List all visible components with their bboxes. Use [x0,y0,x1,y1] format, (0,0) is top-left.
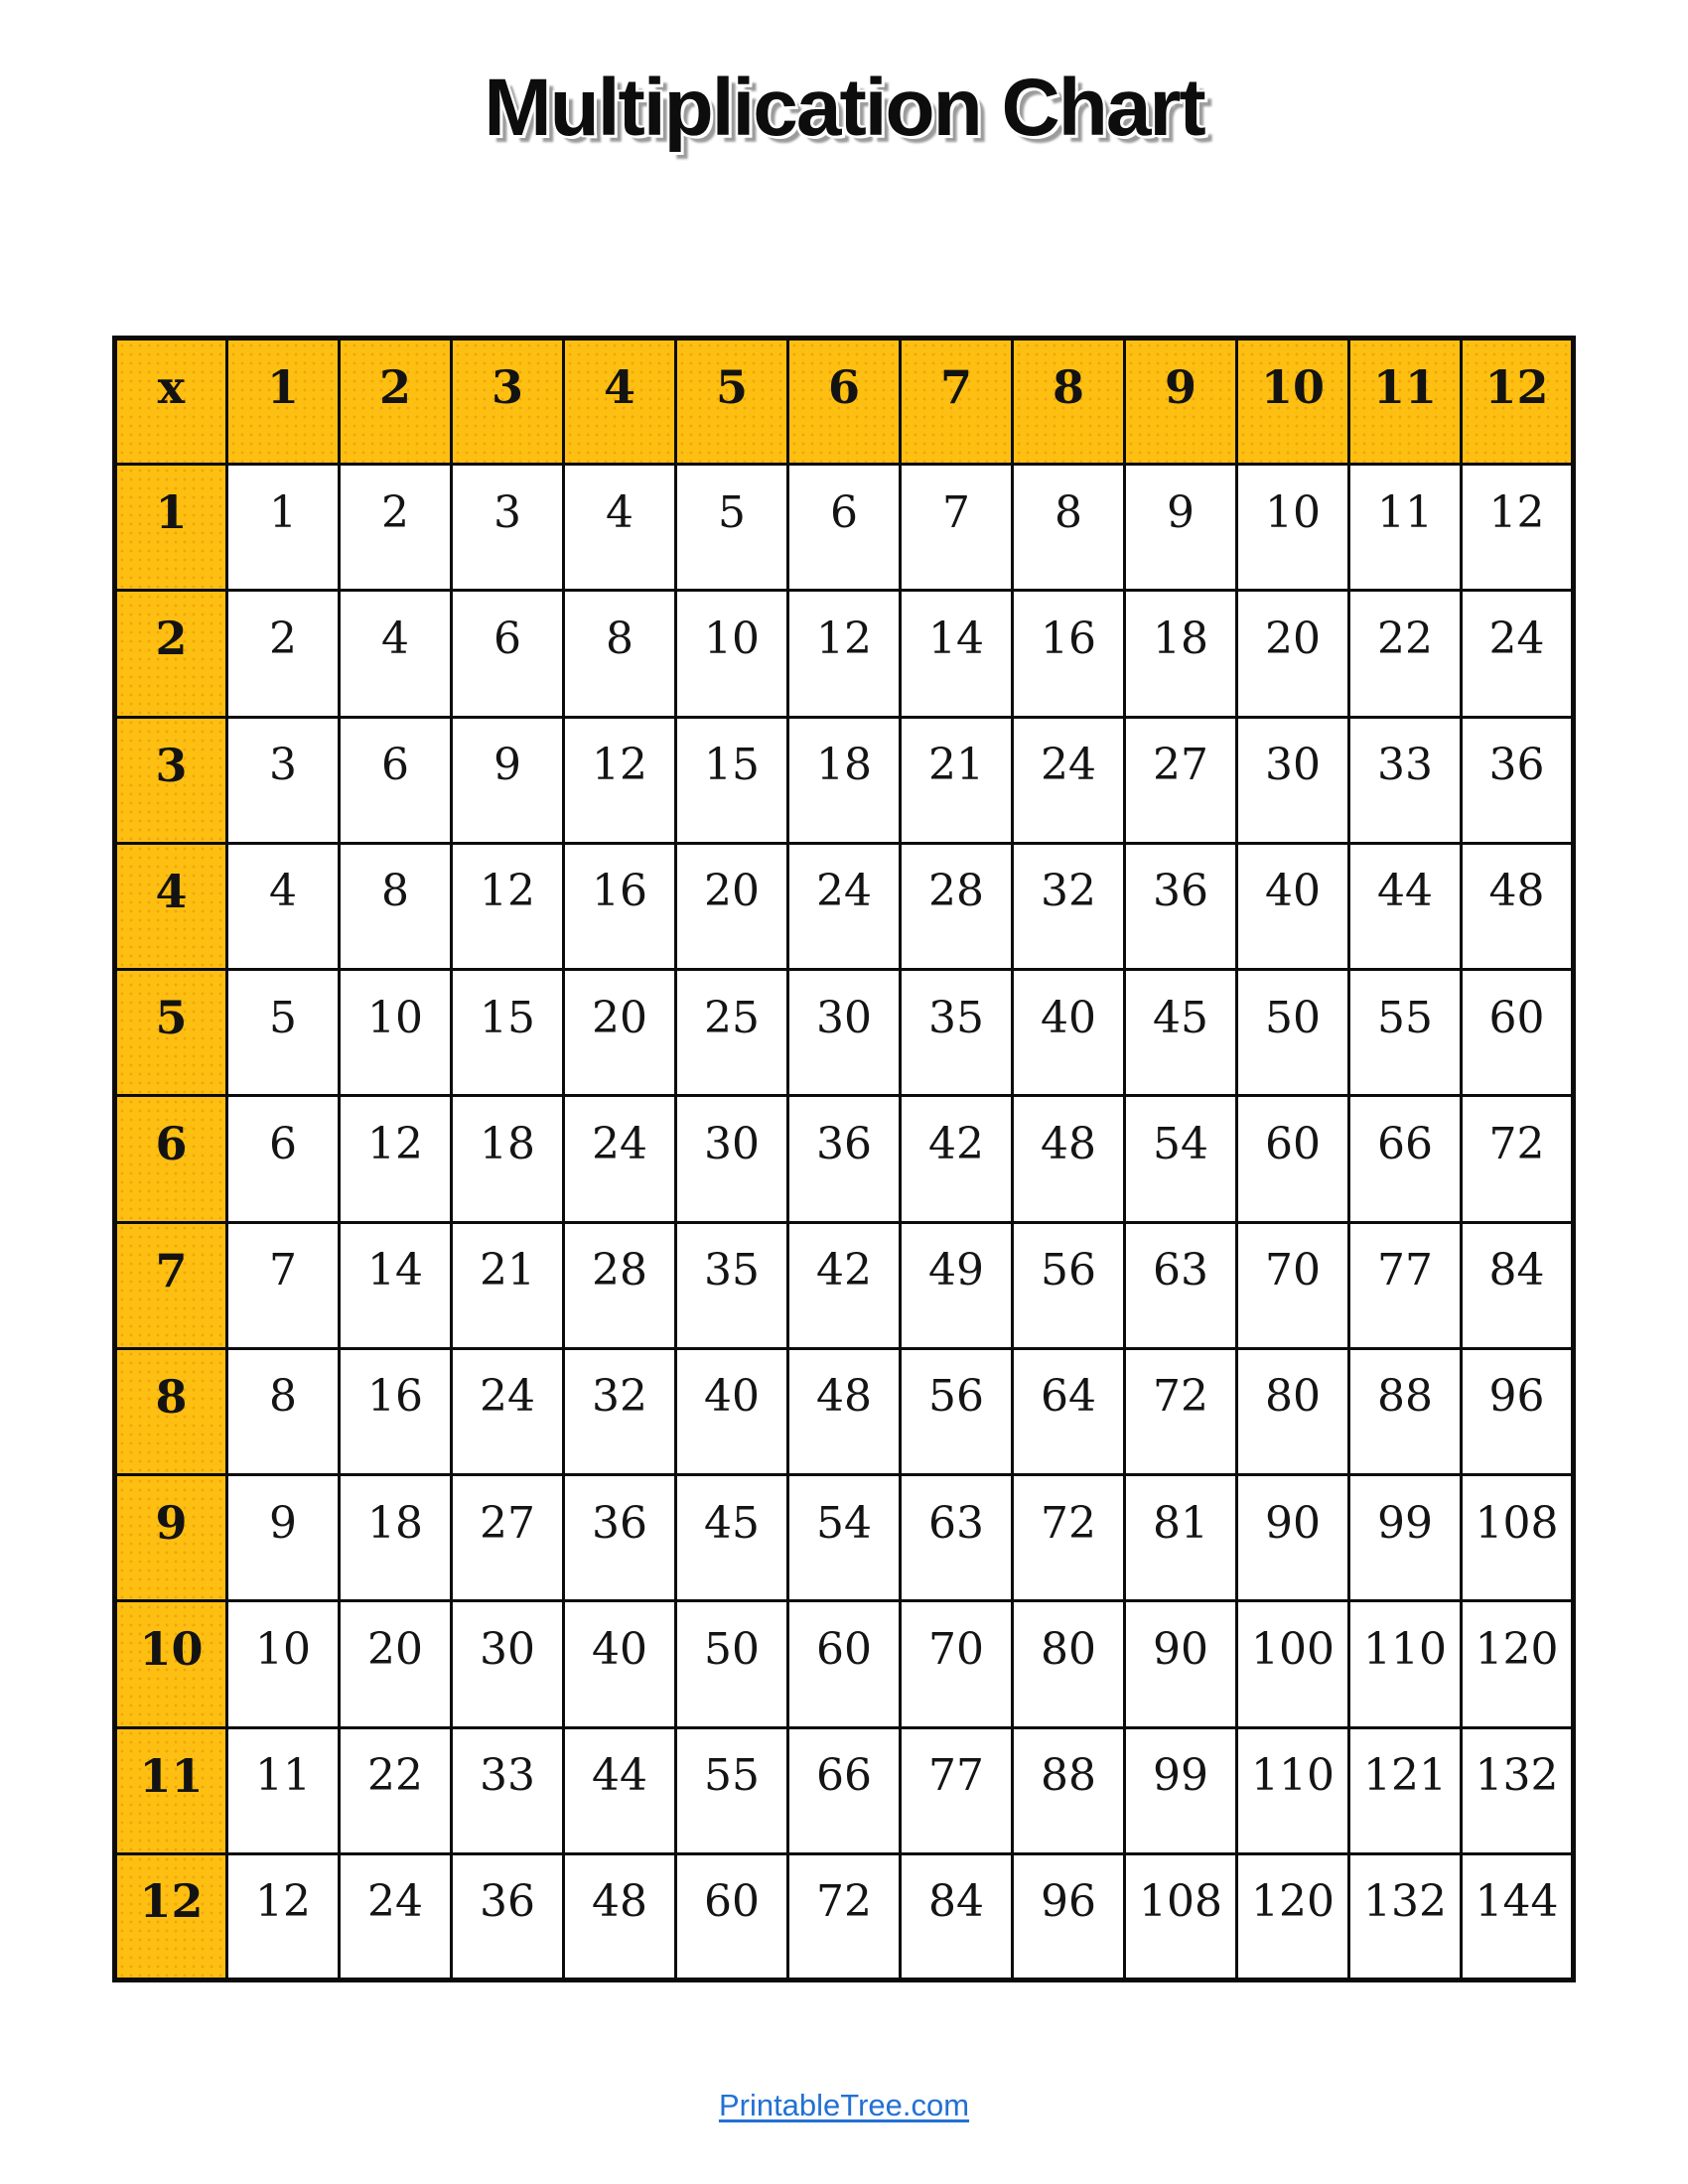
product-cell: 20 [676,843,788,969]
product-cell: 90 [1237,1475,1349,1601]
table-row [115,1853,1574,1979]
product-cell: 12 [227,1853,340,1979]
product-cell: 22 [1349,591,1462,717]
product-cell: 48 [788,1348,901,1474]
product-cell: 72 [1125,1348,1237,1474]
column-header-cell: 4 [564,339,676,465]
product-cell: 21 [452,1222,564,1348]
row-header-cell: 5 [115,970,227,1096]
product-cell: 20 [564,970,676,1096]
product-cell: 36 [564,1475,676,1601]
product-cell: 77 [1349,1222,1462,1348]
product-cell: 24 [788,843,901,969]
product-cell: 90 [1125,1601,1237,1727]
product-cell: 33 [1349,717,1462,843]
row-header-cell: 6 [115,1096,227,1222]
row-header-cell: 2 [115,591,227,717]
corner-cell: x [115,339,227,465]
product-cell: 20 [340,1601,452,1727]
product-cell: 12 [788,591,901,717]
product-cell: 27 [452,1475,564,1601]
product-cell: 36 [452,1853,564,1979]
product-cell: 48 [1462,843,1574,969]
product-cell: 18 [452,1096,564,1222]
product-cell: 10 [340,970,452,1096]
product-cell: 25 [676,970,788,1096]
product-cell: 80 [1013,1601,1125,1727]
product-cell: 56 [1013,1222,1125,1348]
product-cell: 132 [1349,1853,1462,1979]
product-cell: 54 [1125,1096,1237,1222]
product-cell: 14 [901,591,1013,717]
product-cell: 12 [452,843,564,969]
table-row [115,1096,1574,1222]
product-cell: 30 [676,1096,788,1222]
product-cell: 7 [901,465,1013,591]
table-row [115,591,1574,717]
table-row [115,1475,1574,1601]
row-header-cell: 8 [115,1348,227,1474]
product-cell: 60 [788,1601,901,1727]
product-cell: 24 [564,1096,676,1222]
product-cell: 40 [1013,970,1125,1096]
product-cell: 24 [1462,591,1574,717]
product-cell: 4 [227,843,340,969]
product-cell: 108 [1462,1475,1574,1601]
product-cell: 9 [227,1475,340,1601]
table-row [115,1727,1574,1853]
multiplication-table [112,336,1576,1982]
product-cell: 12 [340,1096,452,1222]
product-cell: 72 [788,1853,901,1979]
column-header-cell: 9 [1125,339,1237,465]
product-cell: 42 [901,1096,1013,1222]
product-cell: 30 [788,970,901,1096]
product-cell: 100 [1237,1601,1349,1727]
page-title: Multiplication Chart [484,63,1204,153]
product-cell: 15 [452,970,564,1096]
product-cell: 54 [788,1475,901,1601]
product-cell: 56 [901,1348,1013,1474]
product-cell: 10 [676,591,788,717]
product-cell: 21 [901,717,1013,843]
column-header-cell: 12 [1462,339,1574,465]
footer-link[interactable]: PrintableTree.com [718,2088,970,2122]
header-row [115,339,1574,465]
product-cell: 18 [1125,591,1237,717]
product-cell: 12 [1462,465,1574,591]
product-cell: 4 [340,591,452,717]
column-header-cell: 8 [1013,339,1125,465]
product-cell: 80 [1237,1348,1349,1474]
product-cell: 8 [564,591,676,717]
product-cell: 14 [340,1222,452,1348]
product-cell: 32 [564,1348,676,1474]
product-cell: 45 [1125,970,1237,1096]
table-body [115,465,1574,1980]
column-header-cell: 3 [452,339,564,465]
product-cell: 6 [340,717,452,843]
product-cell: 28 [901,843,1013,969]
product-cell: 60 [1462,970,1574,1096]
product-cell: 132 [1462,1727,1574,1853]
product-cell: 84 [901,1853,1013,1979]
table-row [115,465,1574,591]
column-header-cell: 6 [788,339,901,465]
product-cell: 50 [1237,970,1349,1096]
row-header-cell: 10 [115,1601,227,1727]
column-header-cell: 5 [676,339,788,465]
product-cell: 45 [676,1475,788,1601]
product-cell: 16 [564,843,676,969]
product-cell: 42 [788,1222,901,1348]
product-cell: 36 [1125,843,1237,969]
product-cell: 36 [788,1096,901,1222]
product-cell: 49 [901,1222,1013,1348]
product-cell: 60 [676,1853,788,1979]
product-cell: 44 [1349,843,1462,969]
product-cell: 110 [1237,1727,1349,1853]
table-row [115,843,1574,969]
product-cell: 9 [452,717,564,843]
table-row [115,717,1574,843]
row-header-cell: 4 [115,843,227,969]
product-cell: 4 [564,465,676,591]
product-cell: 5 [676,465,788,591]
product-cell: 6 [227,1096,340,1222]
product-cell: 40 [676,1348,788,1474]
column-header-cell: 2 [340,339,452,465]
product-cell: 27 [1125,717,1237,843]
product-cell: 70 [1237,1222,1349,1348]
product-cell: 99 [1349,1475,1462,1601]
row-header-cell: 9 [115,1475,227,1601]
product-cell: 3 [227,717,340,843]
product-cell: 55 [1349,970,1462,1096]
product-cell: 22 [340,1727,452,1853]
product-cell: 120 [1237,1853,1349,1979]
product-cell: 64 [1013,1348,1125,1474]
product-cell: 48 [564,1853,676,1979]
product-cell: 44 [564,1727,676,1853]
product-cell: 32 [1013,843,1125,969]
product-cell: 50 [676,1601,788,1727]
product-cell: 66 [788,1727,901,1853]
product-cell: 16 [1013,591,1125,717]
product-cell: 48 [1013,1096,1125,1222]
row-header-cell: 1 [115,465,227,591]
product-cell: 99 [1125,1727,1237,1853]
product-cell: 55 [676,1727,788,1853]
product-cell: 11 [227,1727,340,1853]
column-header-cell: 7 [901,339,1013,465]
column-header-cell: 1 [227,339,340,465]
product-cell: 2 [227,591,340,717]
product-cell: 3 [452,465,564,591]
column-header-cell: 10 [1237,339,1349,465]
product-cell: 84 [1462,1222,1574,1348]
product-cell: 33 [452,1727,564,1853]
product-cell: 7 [227,1222,340,1348]
table-row [115,970,1574,1096]
row-header-cell: 11 [115,1727,227,1853]
product-cell: 10 [227,1601,340,1727]
product-cell: 12 [564,717,676,843]
row-header-cell: 12 [115,1853,227,1979]
product-cell: 121 [1349,1727,1462,1853]
product-cell: 8 [340,843,452,969]
product-cell: 18 [788,717,901,843]
table-row [115,1601,1574,1727]
product-cell: 110 [1349,1601,1462,1727]
product-cell: 9 [1125,465,1237,591]
product-cell: 120 [1462,1601,1574,1727]
product-cell: 60 [1237,1096,1349,1222]
row-header-cell: 3 [115,717,227,843]
product-cell: 88 [1349,1348,1462,1474]
product-cell: 144 [1462,1853,1574,1979]
product-cell: 24 [340,1853,452,1979]
product-cell: 81 [1125,1475,1237,1601]
product-cell: 77 [901,1727,1013,1853]
product-cell: 6 [452,591,564,717]
product-cell: 96 [1013,1853,1125,1979]
product-cell: 63 [1125,1222,1237,1348]
product-cell: 15 [676,717,788,843]
product-cell: 96 [1462,1348,1574,1474]
product-cell: 20 [1237,591,1349,717]
product-cell: 72 [1013,1475,1125,1601]
product-cell: 72 [1462,1096,1574,1222]
product-cell: 2 [340,465,452,591]
product-cell: 24 [452,1348,564,1474]
product-cell: 88 [1013,1727,1125,1853]
footer [0,2088,1688,2123]
product-cell: 36 [1462,717,1574,843]
product-cell: 24 [1013,717,1125,843]
product-cell: 30 [1237,717,1349,843]
product-cell: 11 [1349,465,1462,591]
product-cell: 18 [340,1475,452,1601]
column-header-cell: 11 [1349,339,1462,465]
product-cell: 35 [901,970,1013,1096]
product-cell: 66 [1349,1096,1462,1222]
product-cell: 8 [227,1348,340,1474]
product-cell: 35 [676,1222,788,1348]
product-cell: 40 [1237,843,1349,969]
product-cell: 28 [564,1222,676,1348]
table-row [115,1348,1574,1474]
product-cell: 10 [1237,465,1349,591]
product-cell: 70 [901,1601,1013,1727]
product-cell: 40 [564,1601,676,1727]
table-row [115,1222,1574,1348]
product-cell: 8 [1013,465,1125,591]
product-cell: 16 [340,1348,452,1474]
table-header-row [115,339,1574,465]
product-cell: 63 [901,1475,1013,1601]
product-cell: 1 [227,465,340,591]
product-cell: 5 [227,970,340,1096]
product-cell: 30 [452,1601,564,1727]
row-header-cell: 7 [115,1222,227,1348]
product-cell: 108 [1125,1853,1237,1979]
product-cell: 6 [788,465,901,591]
